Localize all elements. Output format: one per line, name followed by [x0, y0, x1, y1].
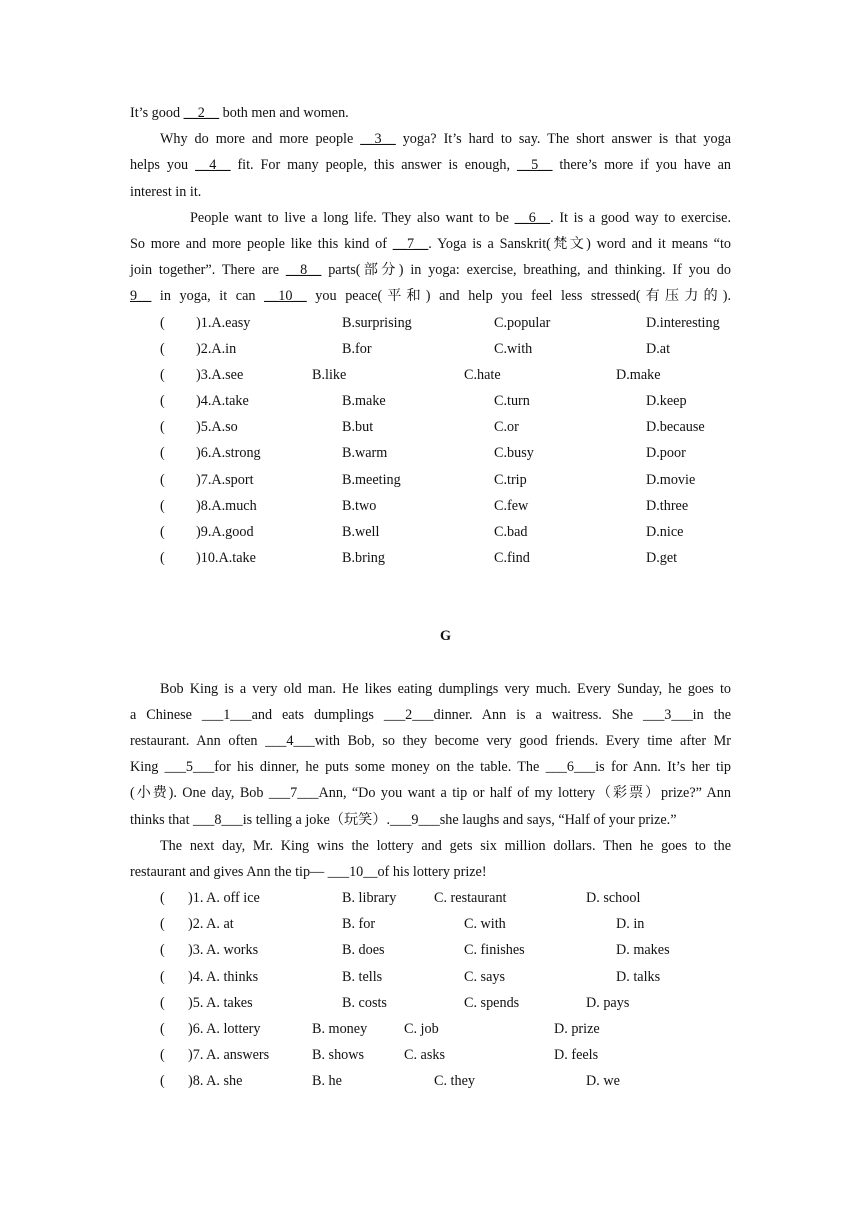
question-row — [130, 1068, 731, 1094]
option-c: C.with — [494, 340, 533, 357]
option-b: B. he — [312, 1073, 342, 1090]
option-a: )8. A. she — [188, 1073, 243, 1090]
option-c: C. with — [464, 916, 506, 933]
option-d: D.poor — [646, 445, 686, 462]
option-d: D.keep — [646, 393, 687, 410]
question-row — [130, 937, 731, 963]
question-row — [130, 990, 731, 1016]
passage-line: helps you __4__ fit. For many people, this answer is enough, __5__ there’s more if you have an — [130, 157, 732, 174]
answer-paren[interactable]: ( — [160, 916, 165, 933]
option-a: )10.A.take — [196, 550, 256, 567]
question-row — [130, 414, 731, 440]
passage-line: restaurant. Ann often ___4___with Bob, so they become very good friends. Every time after Mr — [130, 732, 731, 749]
option-c: C.turn — [494, 393, 530, 410]
option-c: C.find — [494, 550, 530, 567]
question-row — [130, 310, 731, 336]
passage-line: People want to live a long life. They also want to be __6__. It is a good way to exercise. — [190, 209, 731, 226]
option-d: D. school — [586, 890, 641, 907]
option-c: C. job — [404, 1021, 439, 1037]
question-row — [130, 440, 731, 466]
option-d: D. prize — [554, 1021, 600, 1037]
option-b: B.bring — [342, 550, 385, 567]
answer-paren[interactable]: ( — [160, 314, 165, 331]
answer-paren[interactable]: ( — [160, 968, 165, 985]
option-d: D. makes — [616, 942, 670, 959]
option-b: B. costs — [342, 994, 387, 1011]
question-row — [130, 519, 731, 545]
answer-paren[interactable]: ( — [160, 471, 165, 488]
passage-line: Why do more and more people __3__ yoga? It’s hard to say. The short answer is that yoga — [160, 131, 731, 148]
option-d: D. we — [586, 1073, 620, 1090]
option-d: D. in — [616, 916, 645, 933]
option-c: C.hate — [464, 366, 501, 383]
option-b: B.for — [342, 340, 372, 357]
option-c: C.trip — [494, 471, 527, 488]
option-c: C. restaurant — [434, 890, 507, 907]
blank: __3__ — [360, 131, 396, 148]
passage-f — [130, 100, 731, 310]
option-a: )8.A.much — [196, 497, 257, 514]
option-c: C.bad — [494, 524, 528, 540]
option-b: B.but — [342, 419, 374, 436]
option-b: B.warm — [342, 445, 388, 462]
question-row — [130, 493, 731, 519]
option-a: )6. A. lottery — [188, 1021, 261, 1037]
questions-g — [130, 885, 731, 1095]
option-b: B.like — [312, 366, 347, 383]
option-b: B.meeting — [342, 471, 401, 488]
passage-line: restaurant and gives Ann the tip— ___10__of his lottery prize! — [130, 863, 487, 880]
option-d: D.interesting — [646, 314, 720, 331]
option-c: C.busy — [494, 445, 534, 462]
option-b: B. for — [342, 916, 376, 933]
blank: 9__ — [130, 288, 152, 305]
passage-line: The next day, Mr. King wins the lottery and gets six million dollars. Then he goes to the — [160, 837, 731, 854]
answer-paren[interactable]: ( — [160, 419, 165, 436]
answer-paren[interactable]: ( — [160, 994, 165, 1011]
option-c: C. spends — [464, 994, 520, 1011]
option-d: D. talks — [616, 968, 661, 985]
option-b: B. library — [342, 890, 397, 907]
option-c: C. they — [434, 1073, 475, 1090]
blank: __8__ — [285, 262, 322, 279]
answer-paren[interactable]: ( — [160, 1021, 165, 1037]
blank: __4__ — [195, 157, 231, 174]
option-b: B. does — [342, 942, 385, 959]
option-a: )5.A.so — [196, 419, 238, 436]
answer-paren[interactable]: ( — [160, 524, 165, 540]
option-a: )2. A. at — [188, 916, 234, 933]
option-b: B.surprising — [342, 314, 412, 331]
option-c: C. asks — [404, 1047, 445, 1064]
passage-line: Bob King is a very old man. He likes eating dumplings very much. Every Sunday, he goes to — [160, 680, 731, 697]
answer-paren[interactable]: ( — [160, 340, 165, 357]
blank: __10__ — [264, 288, 307, 305]
option-c: C.popular — [494, 314, 551, 331]
passage-line: join together”. There are __8__ parts(部分) in yoga: exercise, breathing, and thinking. If you do — [130, 262, 731, 279]
option-b: B. money — [312, 1021, 368, 1037]
passage-line: thinks that ___8___is telling a joke（玩笑）.___9___she laughs and says, “Half of your prize.” — [130, 811, 677, 828]
questions-f — [130, 310, 731, 572]
option-a: )3.A.see — [196, 366, 244, 383]
option-b: B.make — [342, 393, 386, 410]
option-b: B. tells — [342, 968, 383, 985]
passage-line: (小费). One day, Bob ___7___Ann, “Do you want a tip or half of my lottery（彩票）prize?” Ann — [130, 785, 731, 802]
question-row — [130, 911, 731, 937]
blank: __2__ — [183, 105, 220, 121]
option-d: D.at — [646, 340, 671, 357]
answer-paren[interactable]: ( — [160, 890, 165, 907]
option-a: )7. A. answers — [188, 1047, 270, 1064]
answer-paren[interactable]: ( — [160, 445, 165, 462]
option-d: D.movie — [646, 471, 696, 488]
option-b: B.two — [342, 497, 377, 514]
answer-paren[interactable]: ( — [160, 1047, 165, 1064]
option-a: )3. A. works — [188, 942, 259, 959]
option-d: D.three — [646, 497, 689, 514]
option-d: D. feels — [554, 1047, 599, 1064]
blank: __7__ — [392, 235, 429, 252]
option-c: C. says — [464, 968, 505, 985]
passage-line: King ___5___for his dinner, he puts some money on the table. The ___6___is for Ann. It’s her tip — [130, 759, 731, 776]
question-row — [130, 885, 731, 911]
answer-paren[interactable]: ( — [160, 550, 165, 567]
answer-paren[interactable]: ( — [160, 497, 165, 514]
option-a: )1. A. off ice — [188, 890, 260, 907]
option-c: C. finishes — [464, 942, 525, 959]
passage-line: It’s good __2__ both men and women. — [130, 105, 349, 121]
answer-paren[interactable]: ( — [160, 942, 165, 959]
option-d: D.make — [616, 366, 661, 383]
passage-line: a Chinese ___1___and eats dumplings ___2___dinner. Ann is a waitress. She ___3___in the — [130, 706, 731, 723]
question-row — [130, 388, 731, 414]
blank: __5__ — [516, 157, 553, 174]
option-d: D.because — [646, 419, 705, 436]
question-row — [130, 1016, 731, 1042]
option-a: )6.A.strong — [196, 445, 261, 462]
option-a: )1.A.easy — [196, 314, 251, 331]
passage-line: 9__ in yoga, it can __10__ you peace(平和) and help you feel less stressed(有压力的). — [130, 288, 731, 305]
option-a: )9.A.good — [196, 524, 254, 540]
blank: __6__ — [514, 209, 551, 226]
option-d: D.nice — [646, 524, 684, 540]
option-a: )7.A.sport — [196, 471, 254, 488]
answer-paren[interactable]: ( — [160, 393, 165, 410]
question-row — [130, 1042, 731, 1068]
question-row — [130, 964, 731, 990]
question-row — [130, 467, 731, 493]
question-row — [130, 336, 731, 362]
option-a: )2.A.in — [196, 340, 237, 357]
option-a: )4. A. thinks — [188, 968, 259, 985]
section-heading: G — [439, 628, 452, 645]
passage-line: So more and more people like this kind of __7__. Yoga is a Sanskrit(梵文) word and it means “to — [130, 235, 731, 252]
document-page — [130, 100, 731, 1095]
option-b: B. shows — [312, 1047, 365, 1064]
option-b: B.well — [342, 524, 380, 540]
option-c: C.or — [494, 419, 519, 436]
option-d: D. pays — [586, 994, 630, 1011]
option-c: C.few — [494, 497, 529, 514]
option-d: D.get — [646, 550, 678, 567]
answer-paren[interactable]: ( — [160, 366, 165, 383]
passage-line: interest in it. — [130, 183, 202, 200]
question-row — [130, 362, 731, 388]
option-a: )4.A.take — [196, 393, 249, 410]
answer-paren[interactable]: ( — [160, 1073, 165, 1090]
passage-g — [130, 676, 731, 886]
option-a: )5. A. takes — [188, 994, 253, 1011]
question-row — [130, 545, 731, 571]
